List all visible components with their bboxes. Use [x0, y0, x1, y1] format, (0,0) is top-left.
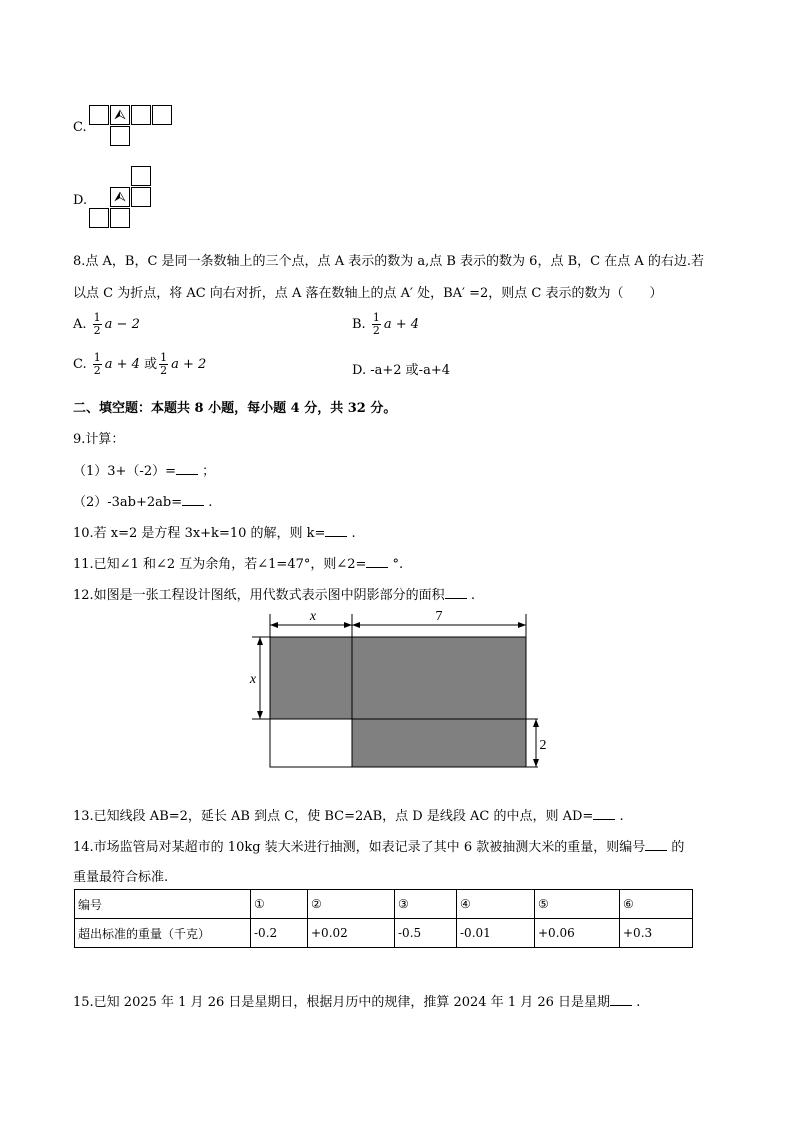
- q7-option-d-net: [89, 166, 159, 236]
- q8-option-a: A. $\frac{1}{2}$ a − 2: [73, 311, 140, 337]
- answer-blank[interactable]: [182, 493, 204, 506]
- table-cell: +0.06: [535, 919, 620, 948]
- label-7: 7: [435, 609, 443, 624]
- q14-line-1: 14.市场监管局对某超市的 10kg 装大米进行抽测，如表记录了其中 6 款被抽测大米的重量，则编号 的: [73, 840, 685, 855]
- answer-blank[interactable]: [366, 555, 388, 568]
- fraction: $\frac{1}{2}$: [160, 351, 168, 377]
- answer-blank[interactable]: [593, 807, 615, 820]
- answer-blank[interactable]: [176, 462, 198, 475]
- table-cell: ⑤: [535, 890, 620, 919]
- q15: 15.已知 2025 年 1 月 26 日是星期日，根据月历中的规律，推算 2024 年 1 月 26 日是星期 .: [73, 995, 641, 1010]
- table-cell: ③: [395, 890, 457, 919]
- answer-blank[interactable]: [445, 586, 467, 599]
- rice-weight-table: [74, 889, 693, 948]
- q13: 13.已知线段 AB=2，延长 AB 到点 C，使 BC=2AB，点 D 是线段 AC 的中点，则 AD= .: [73, 809, 624, 824]
- answer-blank[interactable]: [610, 993, 632, 1006]
- section-heading: 二、填空题：本题共 8 小题，每小题 4 分，共 32 分。: [73, 401, 397, 416]
- fraction: $\frac{1}{2}$: [93, 351, 101, 377]
- q12: 12.如图是一张工程设计图纸，用代数式表示图中阴影部分的面积 .: [73, 588, 475, 603]
- q7-option-d-label: D.: [73, 193, 88, 208]
- q10: 10.若 x=2 是方程 3x+k=10 的解，则 k= .: [73, 526, 356, 541]
- shaded-bottom-right: [352, 719, 526, 767]
- fraction: $\frac{1}{2}$: [93, 311, 101, 337]
- answer-blank[interactable]: [325, 524, 347, 537]
- q9-part-2: （2）-3ab+2ab= .: [73, 495, 213, 510]
- shaded-top-left: [270, 637, 352, 719]
- q7-option-c-label: C.: [73, 120, 87, 135]
- answer-blank[interactable]: [645, 838, 667, 851]
- table-cell: +0.3: [620, 919, 693, 948]
- table-cell: ①: [251, 890, 308, 919]
- fraction: $\frac{1}{2}$: [372, 311, 380, 337]
- q8-option-c: C. $\frac{1}{2}$ a + 4 或 $\frac{1}{2}$ a + 2: [73, 351, 207, 377]
- table-cell: -0.2: [251, 919, 308, 948]
- table-cell: -0.5: [395, 919, 457, 948]
- table-cell: 超出标准的重量（千克）: [75, 919, 251, 948]
- arrow-icon: ⮙: [110, 187, 130, 207]
- label-2: 2: [539, 738, 547, 753]
- table-header-row: [75, 890, 693, 919]
- table-cell: +0.02: [308, 919, 395, 948]
- label-x-top: x: [309, 609, 317, 624]
- q8-line-1: 8.点 A，B，C 是同一条数轴上的三个点，点 A 表示的数为 a,点 B 表示的数为 6，点 B，C 在点 A 的右边.若: [73, 254, 704, 269]
- shaded-top-right: [352, 637, 526, 719]
- table-cell: ⑥: [620, 890, 693, 919]
- q14-line-2: 重量最符合标准.: [73, 870, 169, 885]
- table-cell: ②: [308, 890, 395, 919]
- q7-option-c-net: [89, 105, 179, 150]
- q11: 11.已知∠1 和∠2 互为余角，若∠1=47°，则∠2= °.: [73, 557, 404, 572]
- q9-title: 9.计算：: [73, 432, 125, 447]
- table-cell: -0.01: [457, 919, 535, 948]
- q12-figure: [240, 600, 550, 780]
- q8-option-b: B. $\frac{1}{2}$ a + 4: [352, 311, 420, 337]
- q9-part-1: （1）3+（-2）= ；: [73, 464, 216, 479]
- table-cell: 编号: [75, 890, 251, 919]
- q8-option-d: D. -a+2 或-a+4: [352, 363, 450, 378]
- table-cell: ④: [457, 890, 535, 919]
- q8-line-2: 以点 C 为折点，将 AC 向右对折，点 A 落在数轴上的点 A′ 处，BA′ =2，则点 C 表示的数为（ ）: [73, 286, 663, 301]
- label-x-left: x: [249, 672, 257, 687]
- arrow-icon: ⮙: [110, 105, 130, 125]
- table-row: [75, 919, 693, 948]
